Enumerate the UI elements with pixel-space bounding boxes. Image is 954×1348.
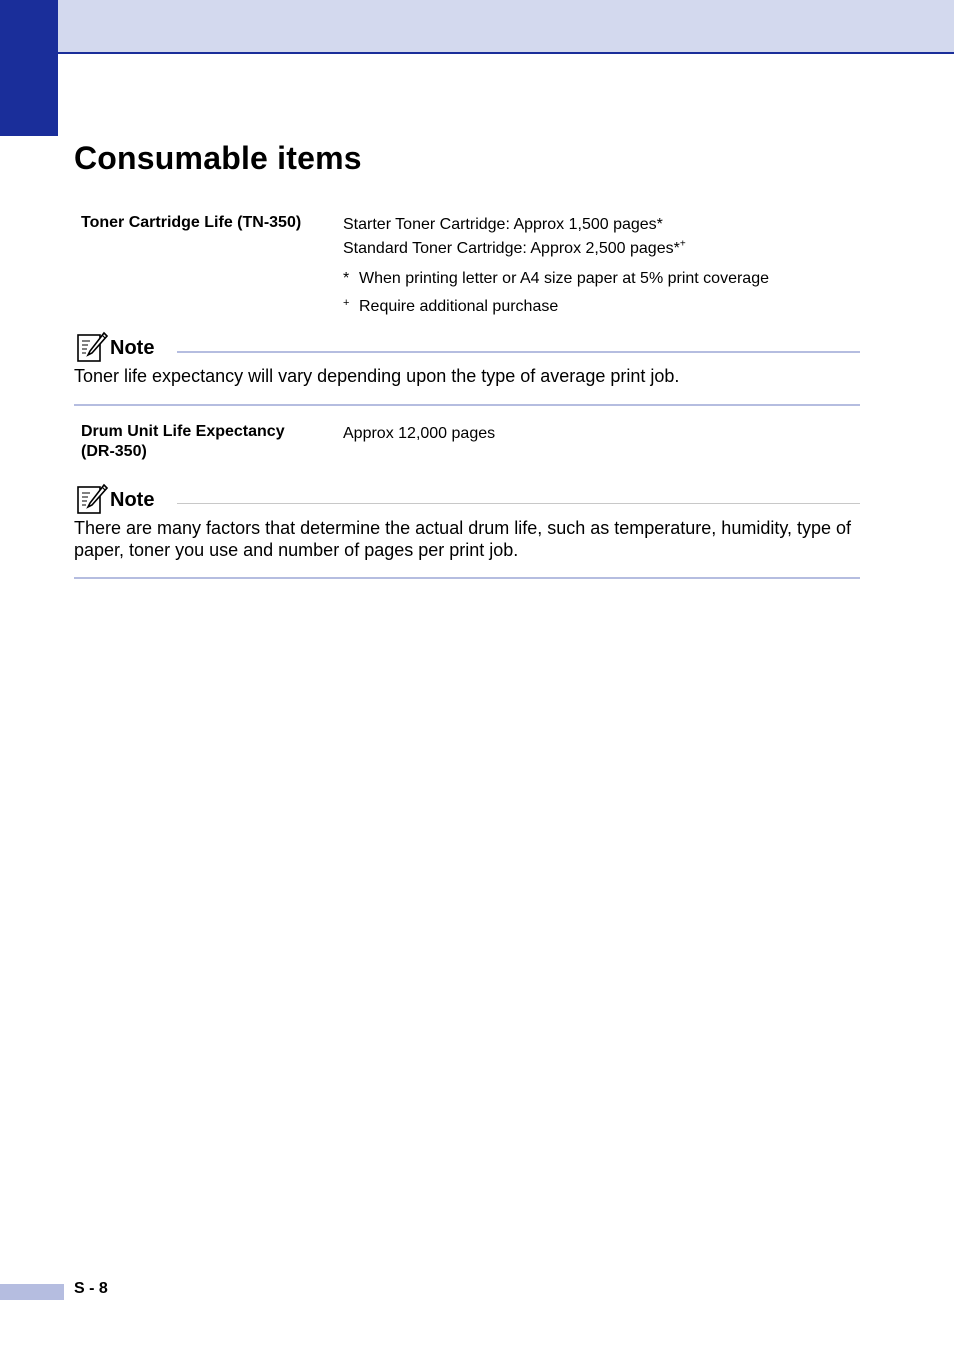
note-header (74, 331, 860, 365)
toner-spec-label: Toner Cartridge Life (TN-350) (81, 214, 302, 231)
section-divider (74, 404, 860, 406)
drum-spec-label (81, 422, 331, 462)
page-number: S - 8 (74, 1280, 108, 1297)
footnote-item (343, 291, 863, 319)
note-title: Note (110, 489, 155, 511)
toner-standard-sup: + (679, 238, 686, 250)
toner-starter-line (343, 213, 863, 237)
footnote-text: Require additional purchase (359, 298, 559, 315)
toner-standard-text: Standard Toner Cartridge: Approx 2,500 pages* (343, 240, 680, 257)
drum-spec-row (81, 422, 861, 466)
footnote-mark: * (343, 270, 350, 287)
toner-starter-text: Starter Toner Cartridge: Approx 1,500 pages* (343, 216, 663, 233)
note-header (74, 483, 860, 517)
toner-spec-row (81, 213, 861, 313)
chapter-tab (0, 0, 58, 136)
section-divider (74, 577, 860, 579)
drum-label-line1: Drum Unit Life Expectancy (81, 423, 285, 440)
footer-bar (0, 1284, 64, 1300)
drum-value-text: Approx 12,000 pages (343, 425, 496, 442)
note-divider (177, 503, 860, 504)
page-title: Consumable items (74, 140, 362, 176)
toner-footnotes (343, 267, 863, 319)
toner-spec-value (343, 213, 863, 319)
note-pencil-icon (76, 331, 108, 363)
footnote-item (343, 267, 863, 291)
note-text: Toner life expectancy will vary depending upon the type of average print job. (74, 366, 680, 386)
note-divider (177, 351, 860, 353)
note-pencil-icon (76, 483, 108, 515)
note-title: Note (110, 337, 155, 359)
footnote-text: When printing letter or A4 size paper at 5% print coverage (359, 270, 769, 287)
toner-standard-line (343, 237, 863, 261)
note-text: There are many factors that determine the actual drum life, such as temperature, humidity, type of paper, toner you use and number of pages per print job. (74, 518, 852, 560)
drum-label-line2: (DR-350) (81, 443, 147, 460)
header-band (58, 0, 954, 54)
footnote-mark: + (343, 297, 350, 309)
drum-spec-value (343, 422, 863, 446)
